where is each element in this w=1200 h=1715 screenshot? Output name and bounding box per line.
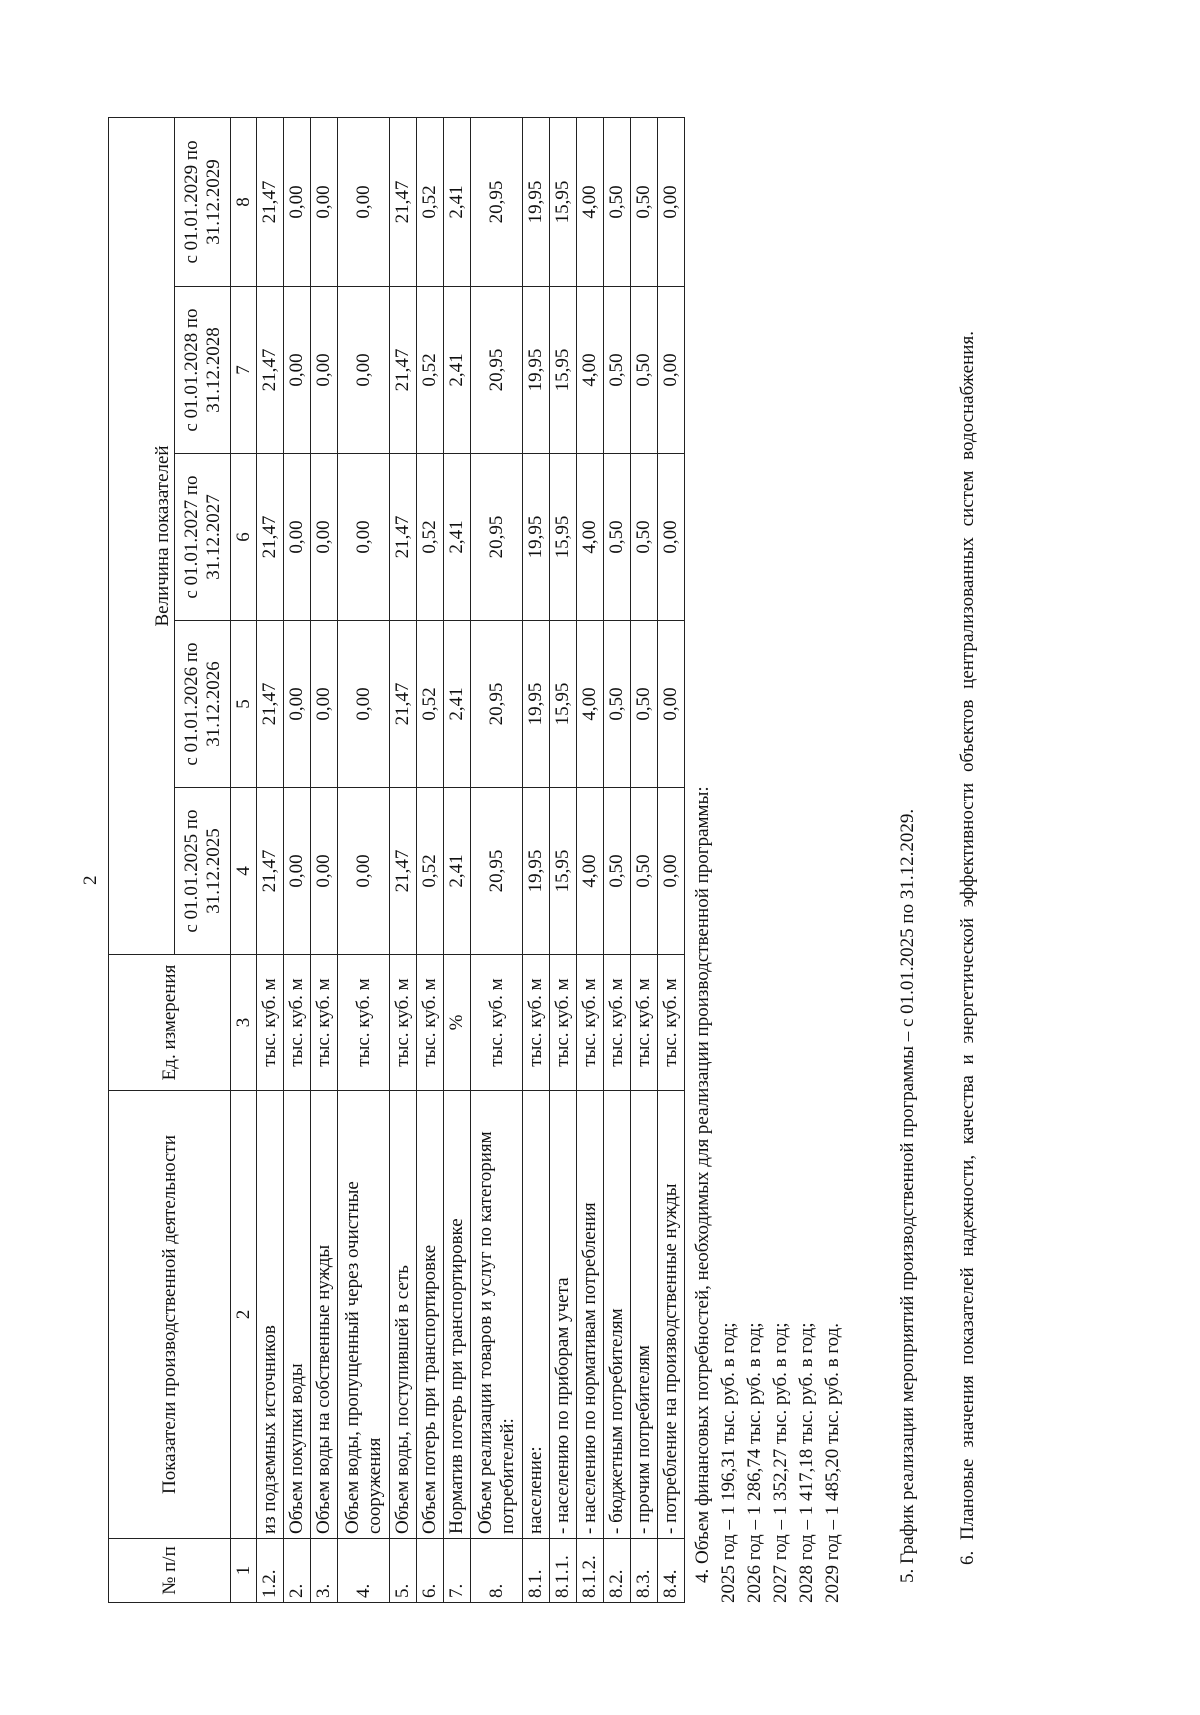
row-value: 0,50 — [631, 117, 658, 286]
row-unit: тыс. куб. м — [257, 955, 284, 1091]
row-value: 20,95 — [471, 621, 523, 788]
row-value: 0,00 — [311, 117, 338, 286]
row-name: население: — [523, 1091, 550, 1539]
row-value: 21,47 — [257, 454, 284, 621]
row-value: 19,95 — [523, 621, 550, 788]
table-row — [471, 117, 523, 1602]
row-value: 15,95 — [550, 287, 577, 454]
row-value: 15,95 — [550, 117, 577, 286]
row-value: 0,50 — [604, 788, 631, 955]
row-value: 0,00 — [338, 287, 390, 454]
header-group: Величина показателей — [109, 117, 175, 954]
column-index: 7 — [231, 287, 257, 454]
row-unit: тыс. куб. м — [471, 955, 523, 1091]
row-name: - прочим потребителям — [631, 1091, 658, 1539]
row-value: 20,95 — [471, 454, 523, 621]
row-num: 3. — [311, 1539, 338, 1603]
row-value: 0,00 — [311, 454, 338, 621]
finance-line: 2029 год – 1 485,20 тыс. руб. в год. — [822, 1322, 843, 1603]
row-value: 0,50 — [604, 117, 631, 286]
row-unit: тыс. куб. м — [284, 955, 311, 1091]
row-unit: тыс. куб. м — [631, 955, 658, 1091]
row-value: 21,47 — [390, 454, 417, 621]
column-index: 1 — [231, 1539, 257, 1603]
row-name: Объем реализации товаров и услуг по категориям потребителей: — [471, 1091, 523, 1539]
row-num: 4. — [338, 1539, 390, 1603]
row-value: 20,95 — [471, 788, 523, 955]
row-value: 0,52 — [417, 287, 444, 454]
row-name: - населению по нормативам потребления — [577, 1091, 604, 1539]
row-name: - потребление на производственные нужды — [658, 1091, 685, 1539]
row-unit: тыс. куб. м — [550, 955, 577, 1091]
row-value: 0,00 — [338, 454, 390, 621]
row-value: 0,52 — [417, 621, 444, 788]
row-value: 0,52 — [417, 788, 444, 955]
page-number: 2 — [80, 875, 101, 885]
row-num: 5. — [390, 1539, 417, 1603]
row-value: 21,47 — [390, 621, 417, 788]
row-value: 19,95 — [523, 454, 550, 621]
row-num: 8. — [471, 1539, 523, 1603]
row-value: 19,95 — [523, 788, 550, 955]
row-value: 19,95 — [523, 117, 550, 286]
row-unit: тыс. куб. м — [417, 955, 444, 1091]
row-num: 2. — [284, 1539, 311, 1603]
row-value: 0,00 — [658, 287, 685, 454]
row-value: 0,00 — [284, 788, 311, 955]
table-row — [390, 117, 417, 1602]
finance-line: 2026 год – 1 286,74 тыс. руб. в год; — [744, 1322, 765, 1603]
header-period: с 01.01.2027 по 31.12.2027 — [175, 454, 231, 621]
row-value: 0,00 — [284, 454, 311, 621]
table-row — [338, 117, 390, 1602]
row-value: 2,41 — [444, 621, 471, 788]
row-name: Норматив потерь при транспортировке — [444, 1091, 471, 1539]
table-row — [444, 117, 471, 1602]
row-value: 4,00 — [577, 788, 604, 955]
row-value: 0,50 — [631, 287, 658, 454]
header-period: с 01.01.2029 по 31.12.2029 — [175, 117, 231, 286]
row-value: 0,00 — [284, 287, 311, 454]
section-4-title: 4. Объем финансовых потребностей, необходимых для реализации производственной программы: — [692, 786, 713, 1583]
row-num: 8.1.2. — [577, 1539, 604, 1603]
header-unit: Ед. измерения — [109, 955, 231, 1091]
column-index-row — [231, 117, 257, 1602]
row-name: Объем покупки воды — [284, 1091, 311, 1539]
row-value: 0,00 — [658, 788, 685, 955]
row-unit: тыс. куб. м — [658, 955, 685, 1091]
header-period: с 01.01.2025 по 31.12.2025 — [175, 788, 231, 955]
row-unit: тыс. куб. м — [604, 955, 631, 1091]
row-value: 4,00 — [577, 454, 604, 621]
row-name: - населению по приборам учета — [550, 1091, 577, 1539]
table-row — [604, 117, 631, 1602]
row-value: 2,41 — [444, 788, 471, 955]
row-value: 0,00 — [284, 621, 311, 788]
finance-line: 2025 год – 1 196,31 тыс. руб. в год; — [718, 1322, 739, 1603]
row-value: 0,00 — [338, 788, 390, 955]
row-value: 0,52 — [417, 454, 444, 621]
indicators-table — [108, 117, 685, 1603]
table-row — [311, 117, 338, 1602]
row-unit: тыс. куб. м — [577, 955, 604, 1091]
row-value: 0,00 — [658, 117, 685, 286]
row-num: 8.2. — [604, 1539, 631, 1603]
header-period: с 01.01.2026 по 31.12.2026 — [175, 621, 231, 788]
row-value: 21,47 — [390, 788, 417, 955]
row-value: 0,00 — [284, 117, 311, 286]
row-value: 15,95 — [550, 788, 577, 955]
column-index: 8 — [231, 117, 257, 286]
row-name: Объем воды, поступившей в сеть — [390, 1091, 417, 1539]
row-value: 2,41 — [444, 117, 471, 286]
row-unit: % — [444, 955, 471, 1091]
row-name: Объем воды на собственные нужды — [311, 1091, 338, 1539]
row-value: 0,50 — [631, 621, 658, 788]
table-row — [417, 117, 444, 1602]
row-value: 0,50 — [631, 454, 658, 621]
row-value: 0,00 — [311, 287, 338, 454]
column-index: 6 — [231, 454, 257, 621]
row-num: 7. — [444, 1539, 471, 1603]
row-value: 21,47 — [257, 117, 284, 286]
column-index: 2 — [231, 1091, 257, 1539]
row-value: 0,50 — [604, 454, 631, 621]
section-4 — [690, 123, 846, 1603]
row-value: 21,47 — [390, 117, 417, 286]
row-value: 0,52 — [417, 117, 444, 286]
row-value: 4,00 — [577, 117, 604, 286]
column-index: 3 — [231, 955, 257, 1091]
table-row — [257, 117, 284, 1602]
row-unit: тыс. куб. м — [338, 955, 390, 1091]
table-row — [631, 117, 658, 1602]
header-name: Показатели производственной деятельности — [109, 1091, 231, 1539]
row-value: 2,41 — [444, 454, 471, 621]
row-unit: тыс. куб. м — [523, 955, 550, 1091]
row-num: 6. — [417, 1539, 444, 1603]
row-value: 19,95 — [523, 287, 550, 454]
row-value: 15,95 — [550, 621, 577, 788]
row-value: 20,95 — [471, 117, 523, 286]
row-value: 0,00 — [658, 621, 685, 788]
section-6: 6. Плановые значения показателей надежности, качества и энергетической эффективности объектов централизованных систем водоснабжения. — [957, 331, 978, 1565]
header-period: с 01.01.2028 по 31.12.2028 — [175, 287, 231, 454]
table-row — [523, 117, 550, 1602]
row-name: Объем потерь при транспортировке — [417, 1091, 444, 1539]
row-value: 0,50 — [604, 287, 631, 454]
row-value: 2,41 — [444, 287, 471, 454]
row-value: 21,47 — [257, 287, 284, 454]
row-unit: тыс. куб. м — [390, 955, 417, 1091]
row-value: 21,47 — [257, 621, 284, 788]
section-5: 5. График реализации мероприятий производственной программы – с 01.01.2025 по 31.12.2029. — [897, 808, 918, 1583]
header-num: № п/п — [109, 1539, 231, 1603]
finance-line: 2027 год – 1 352,27 тыс. руб. в год; — [770, 1322, 791, 1603]
row-num: 8.3. — [631, 1539, 658, 1603]
row-value: 0,50 — [604, 621, 631, 788]
row-num: 8.1.1. — [550, 1539, 577, 1603]
row-value: 0,00 — [338, 117, 390, 286]
row-name: - бюджетным потребителям — [604, 1091, 631, 1539]
row-num: 1.2. — [257, 1539, 284, 1603]
row-value: 4,00 — [577, 621, 604, 788]
table-row — [658, 117, 685, 1602]
row-value: 21,47 — [257, 788, 284, 955]
column-index: 5 — [231, 621, 257, 788]
row-unit: тыс. куб. м — [311, 955, 338, 1091]
table-row — [550, 117, 577, 1602]
row-name: из подземных источников — [257, 1091, 284, 1539]
table-row — [577, 117, 604, 1602]
finance-line: 2028 год – 1 417,18 тыс. руб. в год; — [796, 1322, 817, 1603]
row-value: 0,00 — [311, 621, 338, 788]
row-value: 4,00 — [577, 287, 604, 454]
row-value: 0,00 — [338, 621, 390, 788]
row-value: 20,95 — [471, 287, 523, 454]
row-num: 8.1. — [523, 1539, 550, 1603]
row-num: 8.4. — [658, 1539, 685, 1603]
row-value: 0,50 — [631, 788, 658, 955]
row-value: 0,00 — [658, 454, 685, 621]
column-index: 4 — [231, 788, 257, 955]
row-name: Объем воды, пропущенный через очистные сооружения — [338, 1091, 390, 1539]
row-value: 0,00 — [311, 788, 338, 955]
row-value: 21,47 — [390, 287, 417, 454]
table-row — [284, 117, 311, 1602]
row-value: 15,95 — [550, 454, 577, 621]
